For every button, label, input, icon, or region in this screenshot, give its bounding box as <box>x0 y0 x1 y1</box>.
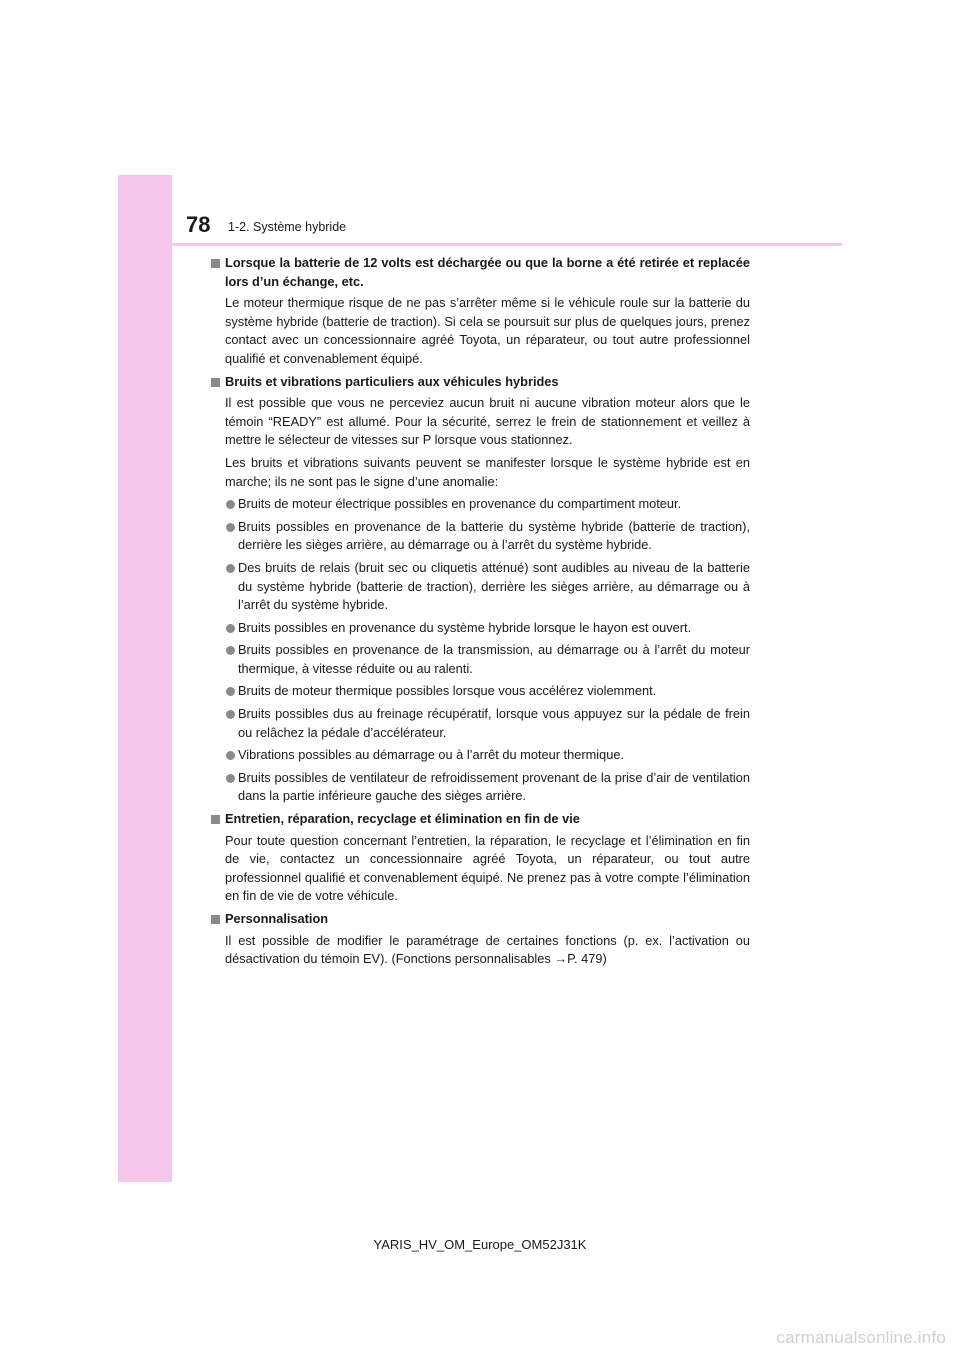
section-heading <box>210 910 750 929</box>
side-tab-band <box>118 175 172 1182</box>
square-bullet-icon <box>211 259 220 268</box>
section-block <box>210 254 750 369</box>
square-bullet-icon <box>211 915 220 924</box>
list-item <box>210 619 750 638</box>
circle-bullet-icon <box>226 687 235 696</box>
circle-bullet-icon <box>226 564 235 573</box>
list-item-text: Bruits possibles dus au freinage récupératif, lorsque vous appuyez sur la pédale de frein ou relâchez la pédale d’accélérateur. <box>238 706 750 740</box>
list-item <box>210 746 750 765</box>
list-item-text: Bruits possibles en provenance du système hybride lorsque le hayon est ouvert. <box>238 619 692 635</box>
footer-document-id: YARIS_HV_OM_Europe_OM52J31K <box>373 1237 587 1252</box>
page-content <box>210 254 750 973</box>
section-heading-text: Personnalisation <box>225 911 329 926</box>
page-number: 78 <box>186 212 211 237</box>
section-heading-text: Lorsque la batterie de 12 volts est déchargée ou que la borne a été retirée et replacée lors d’un échange, etc. <box>225 255 750 289</box>
body-paragraph: Le moteur thermique risque de ne pas s’arrêter même si le véhicule roule sur la batterie du système hybride (batterie de traction). Si cela se poursuit sur plus de quelques jours, prenez contact avec un concessionnaire agréé Toyota, un réparateur, ou tout autre professionnel qualifié et convenablement équipé. <box>225 295 750 366</box>
list-item <box>210 518 750 555</box>
header-rule <box>172 243 842 246</box>
section-heading <box>210 254 750 291</box>
section-heading-text: Bruits et vibrations particuliers aux véhicules hybrides <box>225 373 559 389</box>
section-heading <box>210 373 750 392</box>
list-item <box>210 495 750 514</box>
body-paragraph: Pour toute question concernant l’entretien, la réparation, le recyclage et l’élimination en fin de vie, contactez un concessionnaire agréé Toyota, un réparateur, ou tout autre professionnel qualifié et convenablement équipé. Ne prenez pas à votre compte l’élimination en fin de vie de votre véhicule. <box>225 832 750 904</box>
watermark: carmanualsonline.info <box>776 1328 946 1347</box>
list-item-text: Bruits possibles en provenance de la batterie du système hybride (batterie de traction), derrière les sièges arrière, au démarrage ou à l’arrêt du système hybride. <box>238 518 750 553</box>
list-item <box>210 705 750 742</box>
circle-bullet-icon <box>226 523 235 532</box>
section-block <box>210 373 750 806</box>
square-bullet-icon <box>211 815 220 824</box>
list-item <box>210 559 750 615</box>
circle-bullet-icon <box>226 751 235 760</box>
circle-bullet-icon <box>226 624 235 633</box>
section-title: 1-2. Système hybride <box>228 220 347 234</box>
body-paragraph: Il est possible de modifier le paramétrage de certaines fonctions (p. ex. l’activation ou désactivation du témoin EV). (Fonctions personnalisables →P. 479) <box>225 932 750 967</box>
section-block <box>210 810 750 906</box>
body-paragraph: Il est possible que vous ne perceviez aucun bruit ni aucune vibration moteur alors que le témoin “READY” est allumé. Pour la sécurité, serrez le frein de stationnement et veillez à mettre le sélecteur de vitesses sur P lorsque vous stationnez. <box>225 395 750 448</box>
list-item-text: Bruits de moteur électrique possibles en provenance du compartiment moteur. <box>238 496 682 512</box>
section-heading <box>210 810 750 829</box>
circle-bullet-icon <box>226 774 235 783</box>
section-heading-text: Entretien, réparation, recyclage et élimination en fin de vie <box>225 811 580 827</box>
body-paragraph: Les bruits et vibrations suivants peuvent se manifester lorsque le système hybride est en marche; ils ne sont pas le signe d’une anomalie: <box>225 454 750 489</box>
list-item-text: Bruits de moteur thermique possibles lorsque vous accélérez violemment. <box>238 683 657 699</box>
circle-bullet-icon <box>226 646 235 655</box>
square-bullet-icon <box>211 378 220 387</box>
circle-bullet-icon <box>226 710 235 719</box>
list-item-text: Bruits possibles de ventilateur de refroidissement provenant de la prise d’air de ventilation dans la partie inférieure gauche des sièges arrière. <box>238 769 750 804</box>
circle-bullet-icon <box>226 500 235 509</box>
section-block <box>210 910 750 969</box>
list-item <box>210 641 750 678</box>
list-item-text: Bruits possibles en provenance de la transmission, au démarrage ou à l’arrêt du moteur thermique, à vitesse réduite ou au ralenti. <box>238 642 750 676</box>
list-item-text: Des bruits de relais (bruit sec ou cliquetis atténué) sont audibles au niveau de la batterie du système hybride (batterie de traction), derrière les sièges arrière, au démarrage ou à l’arrêt du système hybride. <box>238 559 750 613</box>
list-item <box>210 682 750 701</box>
list-item <box>210 769 750 806</box>
list-item-text: Vibrations possibles au démarrage ou à l’arrêt du moteur thermique. <box>238 747 625 763</box>
